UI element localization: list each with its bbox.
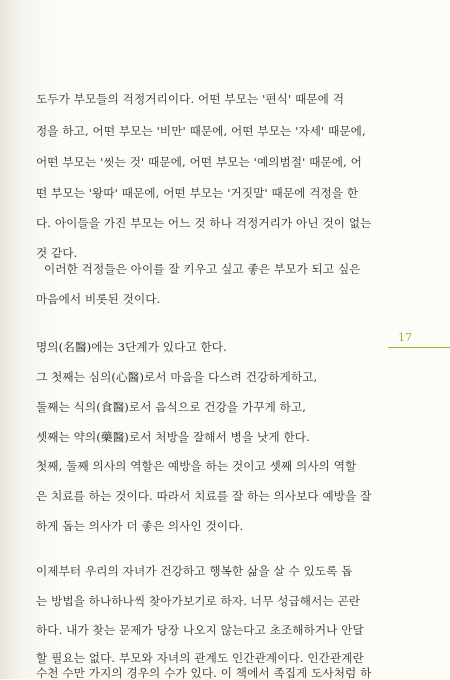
text-line: 는 방법을 하나하나씩 찾아가보기로 하자. 너무 성급해서는 곤란: [36, 594, 361, 608]
text-line: 그 첫째는 심의(心醫)로서 마음을 다스려 건강하게하고,: [36, 370, 318, 384]
page-number: 17: [398, 331, 412, 344]
text-line: 정을 하고, 어떤 부모는 '비만' 때문에, 어떤 부모는 '자세' 때문에,: [36, 124, 366, 138]
text-line: 하게 돕는 의사가 더 좋은 의사인 것이다.: [36, 519, 244, 533]
text-line: 둘째는 식의(食醫)로서 음식으로 건강을 가꾸게 하고,: [36, 400, 307, 414]
text-line: 은 치료를 하는 것이다. 따라서 치료를 잘 하는 의사보다 예방을 잘: [36, 489, 372, 503]
text-line: 이제부터 우리의 자녀가 건강하고 행복한 삶을 살 수 있도록 돕: [36, 564, 353, 578]
text-line: 셋째는 약의(藥醫)로서 처방을 잘해서 병을 낫게 한다.: [36, 430, 310, 444]
text-line: 수천 수만 가지의 경우의 수가 있다. 이 책에서 족집게 도사처럼 하: [36, 666, 372, 680]
text-line: 할 필요는 없다. 부모와 자녀의 관계도 인간관계이다. 인간관계란: [36, 651, 364, 665]
text-line: 하다. 내가 찾는 문제가 당장 나오지 않는다고 초조해하거나 안달: [36, 623, 364, 637]
page-number-marker: [388, 331, 450, 345]
text-line: 명의(名醫)에는 3단계가 있다고 한다.: [36, 340, 227, 354]
text-line: 마음에서 비롯된 것이다.: [36, 292, 161, 306]
text-line: 어떤 부모는 '씻는 것' 때문에, 어떤 부모는 '예의범절' 때문에, 어: [36, 155, 362, 169]
page-number-rule: [388, 347, 450, 348]
text-line: 도두가 부모들의 걱정거리이다. 어떤 부모는 '편식' 때문에 걱: [36, 92, 345, 106]
text-line: 첫째, 둘째 의사의 역할은 예방을 하는 것이고 셋째 의사의 역할: [36, 459, 357, 473]
text-line: 떤 부모는 '왕따' 때문에, 어떤 부모는 '거짓말' 때문에 걱정을 한: [36, 186, 359, 200]
text-line: 것 같다.: [36, 246, 78, 260]
text-line: 다. 아이들을 가진 부모는 어느 것 하나 걱정거리가 아닌 것이 없는: [36, 216, 372, 230]
text-line: 이러한 걱정들은 아이를 잘 키우고 싶고 좋은 부모가 되고 싶은: [44, 262, 361, 276]
